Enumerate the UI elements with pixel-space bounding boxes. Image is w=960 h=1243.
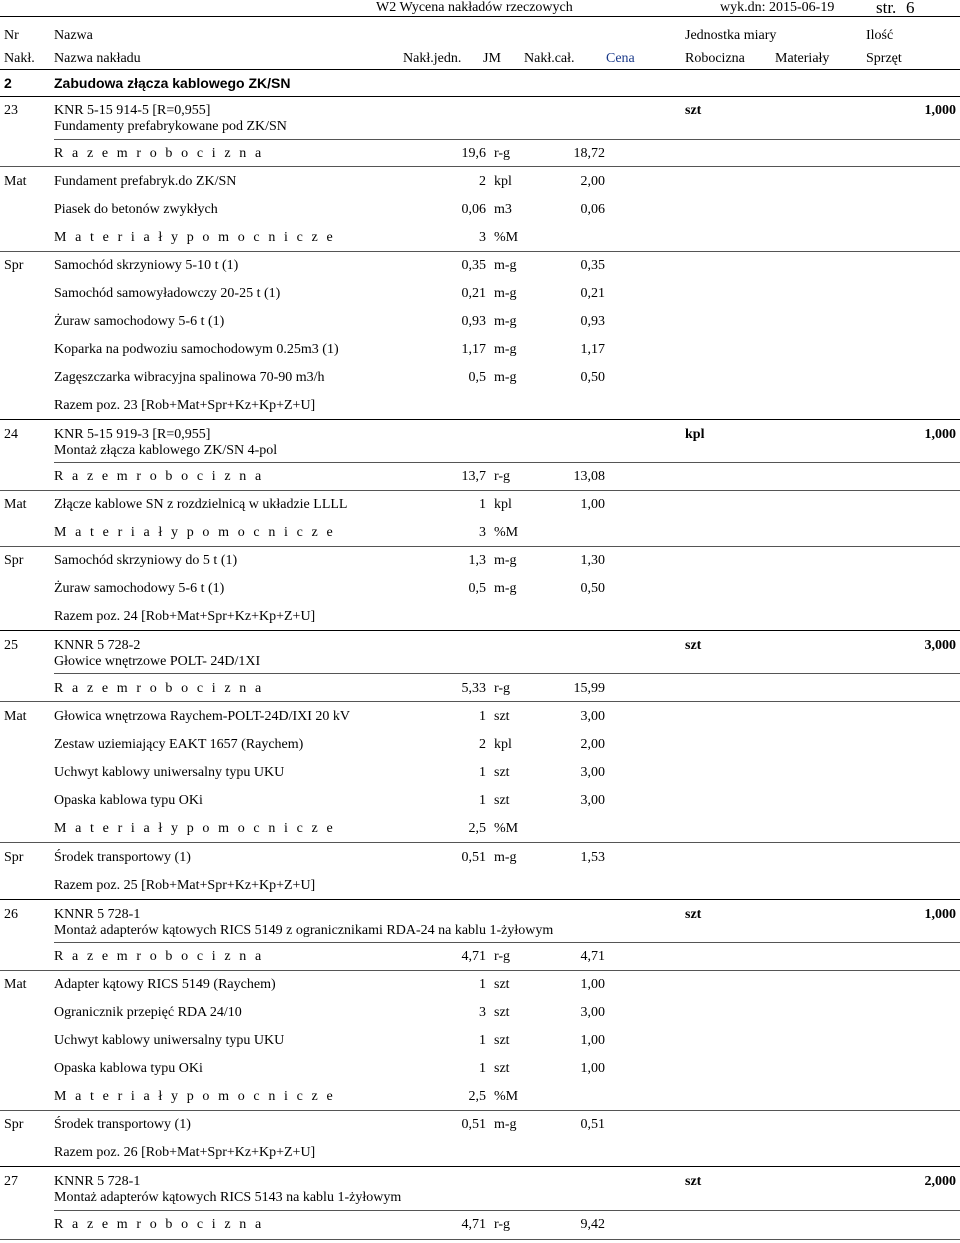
pos23-s3-name: Żuraw samochodowy 5-6 t (1)	[54, 314, 225, 329]
pos25-rule	[54, 673, 960, 674]
pos24-unit: kpl	[685, 427, 705, 442]
pos23-rob-jm: r-g	[494, 146, 511, 161]
col-sprzet: Sprzęt	[866, 51, 902, 66]
pos26-m2-jm: szt	[494, 1005, 510, 1020]
section-rule	[0, 96, 960, 97]
col-nakl-jedn: Nakł.jedn.	[403, 51, 462, 66]
pos23-s4-nc: 1,17	[580, 342, 605, 357]
pos25-m2-name: Zestaw uziemiający EAKT 1657 (Raychem)	[54, 737, 304, 752]
pos25-m1-jm: szt	[494, 709, 510, 724]
pos25-s1-jm: m-g	[494, 850, 517, 865]
pos26-m1-nj: 1	[479, 977, 486, 992]
col-cena: Cena	[606, 51, 635, 66]
pos23-rob-nj: 19,6	[461, 146, 486, 161]
page-number: 6	[906, 0, 915, 17]
pos25-m4-name: Opaska kablowa typu OKi	[54, 793, 203, 808]
pos24-desc: Montaż złącza kablowego ZK/SN 4-pol	[54, 443, 278, 458]
pos25-m3-nj: 1	[479, 765, 486, 780]
pos25-m1-name: Głowica wnętrzowa Raychem-POLT-24D/IXI 20 kV	[54, 709, 351, 724]
pos24-m1-nj: 1	[479, 497, 486, 512]
pos24-s1-jm: m-g	[494, 553, 517, 568]
page-label: str.	[876, 0, 897, 17]
pos23-s1-name: Samochód skrzyniowy 5-10 t (1)	[54, 258, 239, 273]
pos26-rob-rule	[0, 970, 960, 971]
pos25-razem: Razem poz. 25 [Rob+Mat+Spr+Kz+Kp+Z+U]	[54, 878, 316, 893]
pos25-m2-nj: 2	[479, 737, 486, 752]
pos25-m3-nc: 3,00	[580, 765, 605, 780]
pos24-s1-nc: 1,30	[580, 553, 605, 568]
pos24-mat-rule	[0, 546, 960, 547]
pos23-code: KNR 5-15 914-5 [R=0,955]	[54, 103, 211, 118]
pos23-rob-label: R a z e m r o b o c i z n a	[54, 146, 264, 161]
pos23-m2-name: Piasek do betonów zwykłych	[54, 202, 218, 217]
pos25-m3-name: Uchwyt kablowy uniwersalny typu UKU	[54, 765, 285, 780]
pos25-m1-nj: 1	[479, 709, 486, 724]
pos25-rob-nc: 15,99	[573, 681, 605, 696]
pos26-rule	[54, 942, 960, 943]
pos23-s3-jm: m-g	[494, 314, 517, 329]
pos27-rob-nc: 9,42	[580, 1217, 605, 1232]
pos25-code: KNNR 5 728-2	[54, 638, 141, 653]
pos27-rule	[54, 1210, 960, 1211]
pos23-s5-name: Zagęszczarka wibracyjna spalinowa 70-90 m3/h	[54, 370, 325, 385]
pos25-nr: 25	[4, 638, 18, 653]
col-nazwa: Nazwa	[54, 28, 93, 43]
pos24-spr-tag: Spr	[4, 553, 24, 568]
pos25-s1-nj: 0,51	[461, 850, 486, 865]
pos26-rob-nc: 4,71	[580, 949, 605, 964]
pos25-mp-nj: 2,5	[468, 821, 486, 836]
pos25-unit: szt	[685, 638, 702, 653]
pos23-rule	[54, 139, 960, 140]
pos23-s5-nj: 0,5	[468, 370, 486, 385]
pos24-m1-name: Złącze kablowe SN z rozdzielnicą w układzie LLLL	[54, 497, 348, 512]
pos26-m2-name: Ogranicznik przepięć RDA 24/10	[54, 1005, 242, 1020]
pos23-m1-nc: 2,00	[580, 174, 605, 189]
col-jm: JM	[483, 51, 501, 66]
pos26-s1-name: Środek transportowy (1)	[54, 1117, 191, 1132]
pos25-s1-name: Środek transportowy (1)	[54, 850, 191, 865]
pos25-mat-tag: Mat	[4, 709, 27, 724]
pos23-m2-nc: 0,06	[580, 202, 605, 217]
pos23-s4-jm: m-g	[494, 342, 517, 357]
date-label: wyk.dn: 2015-06-19	[720, 0, 835, 15]
pos26-m2-nc: 3,00	[580, 1005, 605, 1020]
pos25-rob-rule	[0, 701, 960, 702]
pos23-mat-tag: Mat	[4, 174, 27, 189]
pos25-spr-tag: Spr	[4, 850, 24, 865]
pos24-razem: Razem poz. 24 [Rob+Mat+Spr+Kz+Kp+Z+U]	[54, 609, 316, 624]
pos26-m4-jm: szt	[494, 1061, 510, 1076]
pos23-s2-name: Samochód samowyładowczy 20-25 t (1)	[54, 286, 281, 301]
pos24-s2-jm: m-g	[494, 581, 517, 596]
section-number: 2	[4, 75, 12, 91]
pos26-mat-rule	[0, 1110, 960, 1111]
pos26-mp-nj: 2,5	[468, 1089, 486, 1104]
pos24-code: KNR 5-15 919-3 [R=0,955]	[54, 427, 211, 442]
pos23-mp-label: M a t e r i a ł y p o m o c n i c z e	[54, 230, 336, 245]
col-nr: Nr	[4, 28, 19, 43]
pos25-mp-label: M a t e r i a ł y p o m o c n i c z e	[54, 821, 336, 836]
pos23-mp-nj: 3	[479, 230, 486, 245]
pos23-s2-jm: m-g	[494, 286, 517, 301]
pos24-nr: 24	[4, 427, 18, 442]
pos23-rob-nc: 18,72	[573, 146, 605, 161]
pos23-s3-nj: 0,93	[461, 314, 486, 329]
pos23-m1-jm: kpl	[494, 174, 512, 189]
pos23-m2-nj: 0,06	[461, 202, 486, 217]
pos25-qty: 3,000	[924, 638, 956, 653]
pos26-nr: 26	[4, 907, 18, 922]
pos26-m3-jm: szt	[494, 1033, 510, 1048]
pos24-m1-nc: 1,00	[580, 497, 605, 512]
pos23-mp-jm: %M	[494, 230, 519, 245]
pos25-mat-rule	[0, 842, 960, 843]
col-robocizna: Robocizna	[685, 51, 745, 66]
pos23-s5-jm: m-g	[494, 370, 517, 385]
pos24-rule	[54, 462, 960, 463]
pos24-rob-jm: r-g	[494, 469, 511, 484]
top-rule	[0, 16, 960, 17]
pos26-m4-nc: 1,00	[580, 1061, 605, 1076]
pos24-end-rule	[0, 630, 960, 631]
pos24-qty: 1,000	[924, 427, 956, 442]
pos23-m2-jm: m3	[494, 202, 512, 217]
pos26-unit: szt	[685, 907, 702, 922]
pos24-m1-jm: kpl	[494, 497, 512, 512]
pos26-rob-label: R a z e m r o b o c i z n a	[54, 949, 264, 964]
pos23-s4-name: Koparka na podwoziu samochodowym 0.25m3 (1)	[54, 342, 339, 357]
pos26-mp-jm: %M	[494, 1089, 519, 1104]
pos26-m3-name: Uchwyt kablowy uniwersalny typu UKU	[54, 1033, 285, 1048]
pos26-s1-jm: m-g	[494, 1117, 517, 1132]
pos26-rob-jm: r-g	[494, 949, 511, 964]
pos24-s1-name: Samochód skrzyniowy do 5 t (1)	[54, 553, 238, 568]
pos26-spr-tag: Spr	[4, 1117, 24, 1132]
pos26-m4-name: Opaska kablowa typu OKi	[54, 1061, 203, 1076]
pos23-mat-rule	[0, 251, 960, 252]
pos23-razem: Razem poz. 23 [Rob+Mat+Spr+Kz+Kp+Z+U]	[54, 398, 316, 413]
pos27-rob-nj: 4,71	[461, 1217, 486, 1232]
pos25-m4-nc: 3,00	[580, 793, 605, 808]
pos24-s1-nj: 1,3	[468, 553, 486, 568]
col-nakl-cal: Nakł.cał.	[524, 51, 575, 66]
pos26-m1-name: Adapter kątowy RICS 5149 (Raychem)	[54, 977, 276, 992]
pos23-qty: 1,000	[924, 103, 956, 118]
pos23-end-rule	[0, 419, 960, 420]
pos27-nr: 27	[4, 1174, 18, 1189]
col-ilosc: Ilość	[866, 28, 894, 43]
pos23-s2-nc: 0,21	[580, 286, 605, 301]
pos25-desc: Głowice wnętrzowe POLT- 24D/1XI	[54, 654, 261, 669]
pos23-unit: szt	[685, 103, 702, 118]
pos26-m3-nc: 1,00	[580, 1033, 605, 1048]
pos23-s4-nj: 1,17	[461, 342, 486, 357]
pos25-s1-nc: 1,53	[580, 850, 605, 865]
pos27-desc: Montaż adapterów kątowych RICS 5143 na kablu 1-żyłowym	[54, 1190, 402, 1205]
pos26-desc: Montaż adapterów kątowych RICS 5149 z ogranicznikami RDA-24 na kablu 1-żyłowym	[54, 923, 554, 938]
pos26-qty: 1,000	[924, 907, 956, 922]
pos26-s1-nc: 0,51	[580, 1117, 605, 1132]
pos26-m1-nc: 1,00	[580, 977, 605, 992]
section-title: Zabudowa złącza kablowego ZK/SN	[54, 75, 291, 91]
pos23-m1-name: Fundament prefabryk.do ZK/SN	[54, 174, 237, 189]
document-title: W2 Wycena nakładów rzeczowych	[376, 0, 573, 15]
pos26-s1-nj: 0,51	[461, 1117, 486, 1132]
pos24-s2-nc: 0,50	[580, 581, 605, 596]
pos23-s2-nj: 0,21	[461, 286, 486, 301]
pos24-rob-rule	[0, 490, 960, 491]
pos26-rob-nj: 4,71	[461, 949, 486, 964]
pos24-s2-nj: 0,5	[468, 581, 486, 596]
pos25-m3-jm: szt	[494, 765, 510, 780]
pos26-code: KNNR 5 728-1	[54, 907, 141, 922]
pos25-m4-nj: 1	[479, 793, 486, 808]
pos23-s1-nc: 0,35	[580, 258, 605, 273]
pos26-end-rule	[0, 1166, 960, 1167]
pos26-m3-nj: 1	[479, 1033, 486, 1048]
pos25-rob-jm: r-g	[494, 681, 511, 696]
pos24-s2-name: Żuraw samochodowy 5-6 t (1)	[54, 581, 225, 596]
pos23-desc: Fundamenty prefabrykowane pod ZK/SN	[54, 119, 287, 134]
pos23-rob-rule	[0, 166, 960, 167]
pos27-unit: szt	[685, 1174, 702, 1189]
pos24-mp-jm: %M	[494, 525, 519, 540]
pos23-m1-nj: 2	[479, 174, 486, 189]
pos23-spr-tag: Spr	[4, 258, 24, 273]
pos24-mp-label: M a t e r i a ł y p o m o c n i c z e	[54, 525, 336, 540]
pos27-rob-rule	[0, 1239, 960, 1240]
pos24-rob-nc: 13,08	[573, 469, 605, 484]
pos26-m4-nj: 1	[479, 1061, 486, 1076]
pos26-mp-label: M a t e r i a ł y p o m o c n i c z e	[54, 1089, 336, 1104]
pos23-s1-nj: 0,35	[461, 258, 486, 273]
col-materialy: Materiały	[775, 51, 830, 66]
pos25-mp-jm: %M	[494, 821, 519, 836]
pos23-s3-nc: 0,93	[580, 314, 605, 329]
pos26-mat-tag: Mat	[4, 977, 27, 992]
pos26-m1-jm: szt	[494, 977, 510, 992]
col-nazwa-naklad: Nazwa nakładu	[54, 51, 141, 66]
pos25-rob-nj: 5,33	[461, 681, 486, 696]
pos24-mat-tag: Mat	[4, 497, 27, 512]
pos27-code: KNNR 5 728-1	[54, 1174, 141, 1189]
pos26-razem: Razem poz. 26 [Rob+Mat+Spr+Kz+Kp+Z+U]	[54, 1145, 316, 1160]
pos24-mp-nj: 3	[479, 525, 486, 540]
pos25-m1-nc: 3,00	[580, 709, 605, 724]
pos25-m2-nc: 2,00	[580, 737, 605, 752]
pos24-rob-nj: 13,7	[461, 469, 486, 484]
pos25-m2-jm: kpl	[494, 737, 512, 752]
pos26-m2-nj: 3	[479, 1005, 486, 1020]
col-nakl: Nakł.	[4, 51, 35, 66]
pos25-end-rule	[0, 899, 960, 900]
pos27-qty: 2,000	[924, 1174, 956, 1189]
col-jednostka: Jednostka miary	[685, 28, 777, 43]
pos25-m4-jm: szt	[494, 793, 510, 808]
pos25-rob-label: R a z e m r o b o c i z n a	[54, 681, 264, 696]
pos23-s1-jm: m-g	[494, 258, 517, 273]
pos27-rob-label: R a z e m r o b o c i z n a	[54, 1217, 264, 1232]
pos24-rob-label: R a z e m r o b o c i z n a	[54, 469, 264, 484]
pos23-s5-nc: 0,50	[580, 370, 605, 385]
header-rule	[0, 69, 960, 70]
pos27-rob-jm: r-g	[494, 1217, 511, 1232]
pos23-nr: 23	[4, 103, 18, 118]
